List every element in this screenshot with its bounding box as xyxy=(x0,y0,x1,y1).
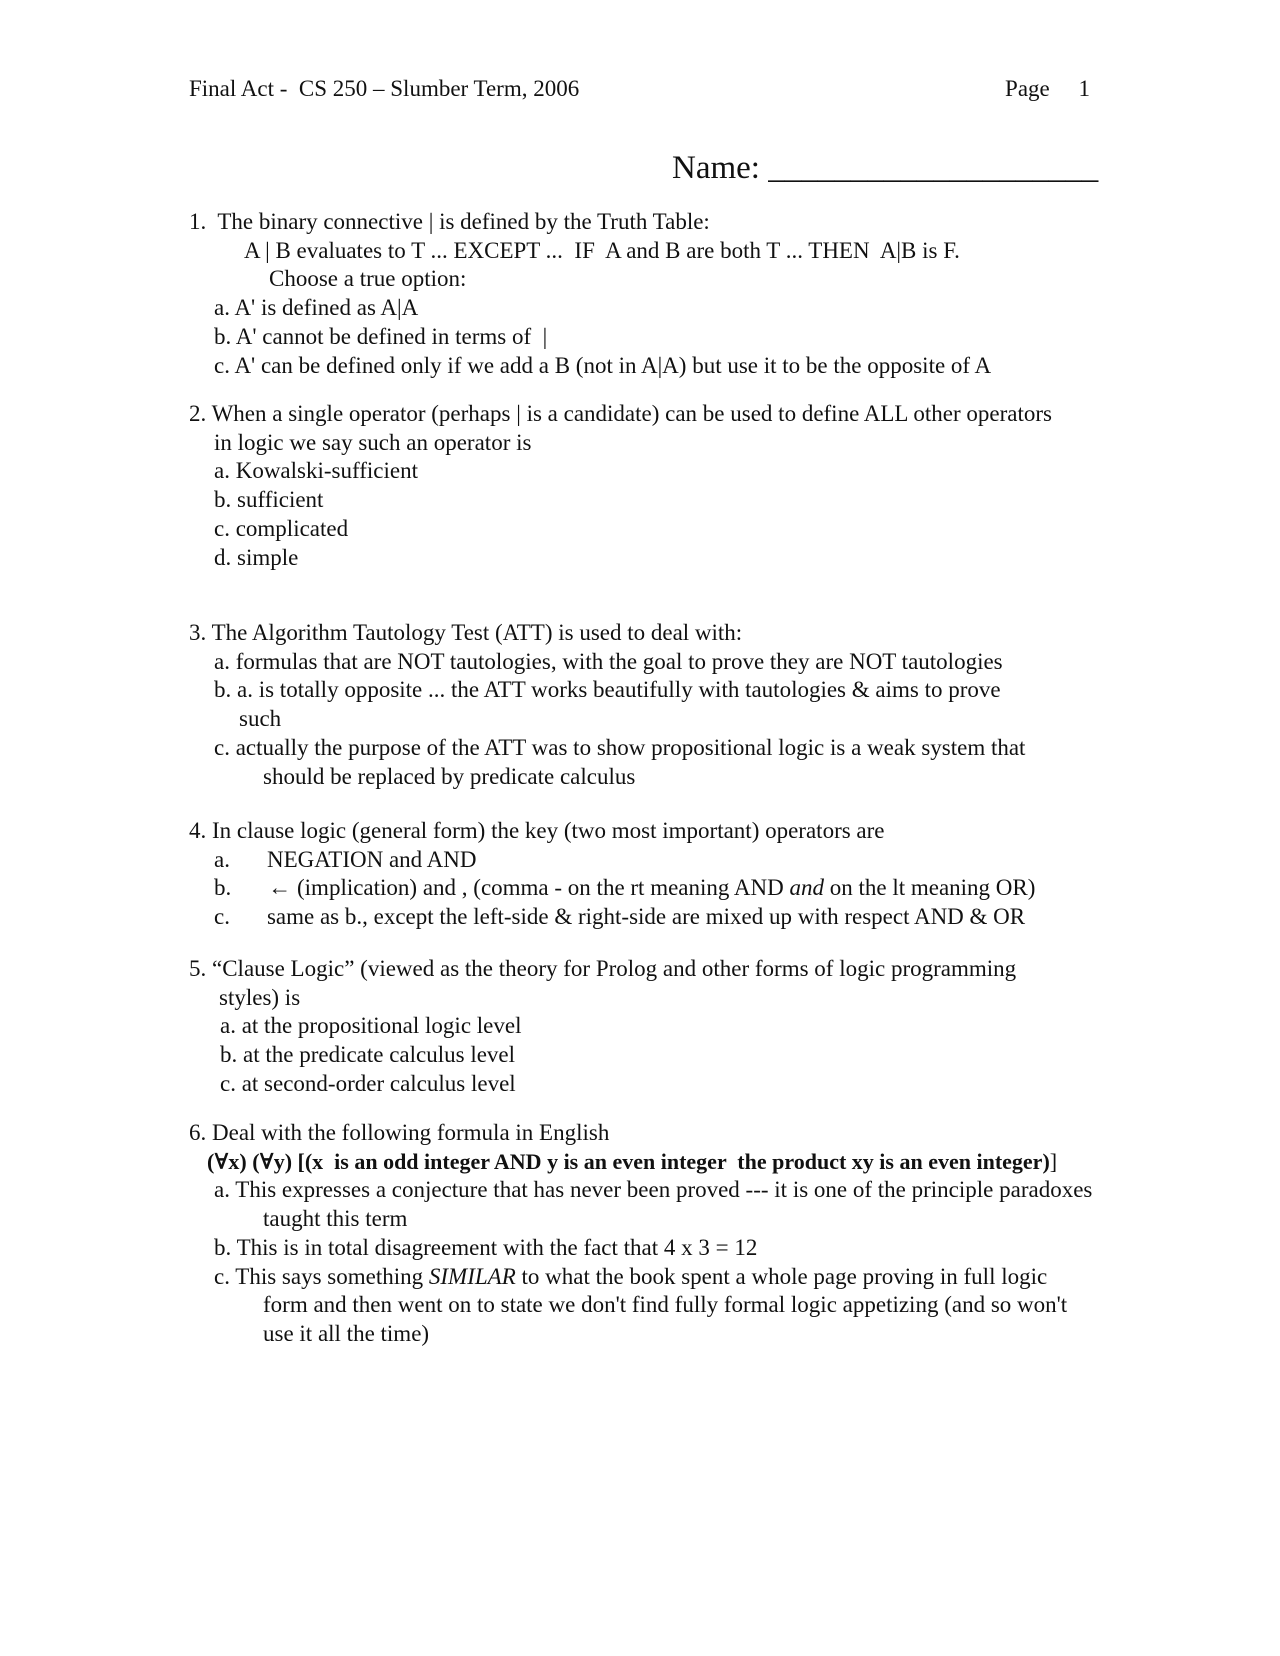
option-b-italic: and xyxy=(789,875,824,901)
question-5-option-c: c. at second-order calculus level xyxy=(220,1070,516,1096)
option-b-text: ← (implication) and , (comma - on the rt meaning AND xyxy=(268,875,790,901)
question-2-option-b: b. sufficient xyxy=(214,487,324,513)
question-1-option-a: a. A' is defined as A|A xyxy=(214,295,419,321)
question-4 xyxy=(189,817,1094,932)
question-6-option-c xyxy=(189,1263,1093,1349)
question-3-stem: 3. The Algorithm Tautology Test (ATT) is used to deal with: xyxy=(189,620,743,645)
name-field: Name: ____________________ xyxy=(672,150,1099,186)
option-c-text-end: to what the book spent a whole page proving in full logic form and then went on to state we don't find fully formal logic appetizing (and so won't use it all the time) xyxy=(263,1263,1073,1346)
question-6-stem: 6. Deal with the following formula in English xyxy=(189,1120,610,1145)
question-5-stem-continued: styles) is xyxy=(219,984,301,1010)
question-5 xyxy=(189,955,1094,1099)
option-b-label: b. xyxy=(214,875,232,901)
question-2 xyxy=(189,400,1094,572)
question-6-formula xyxy=(189,1148,1059,1177)
question-2-stem: 2. When a single operator (perhaps | is a candidate) can be used to define ALL other operators xyxy=(189,401,1052,426)
question-2-stem-continued: in logic we say such an operator is xyxy=(214,429,532,455)
option-a-label: a. xyxy=(214,846,230,872)
question-4-stem: 4. In clause logic (general form) the key (two most important) operators are xyxy=(189,818,885,843)
question-1-stem: 1. The binary connective | is defined by the Truth Table: xyxy=(189,209,710,234)
option-a-text: NEGATION and AND xyxy=(266,846,477,872)
page-label: Page xyxy=(1005,76,1050,101)
question-6-option-b: b. This is in total disagreement with the fact that 4 x 3 = 12 xyxy=(214,1234,758,1260)
question-1-option-c: c. A' can be defined only if we add a B (not in A|A) but use it to be the opposite of A xyxy=(214,352,992,378)
question-1-option-b: b. A' cannot be defined in terms of | xyxy=(214,323,548,349)
option-c-text: c. This says something xyxy=(214,1263,429,1289)
option-b-text-end: on the lt meaning OR) xyxy=(823,875,1036,901)
question-4-option-a xyxy=(189,846,1094,875)
question-3-option-c: c. actually the purpose of the ATT was to show propositional logic is a weak system that should be replaced by predicate calculus xyxy=(214,734,1032,789)
question-5-stem: 5. “Clause Logic” (viewed as the theory for Prolog and other forms of logic programming xyxy=(189,956,1017,981)
option-c-text: same as b., except the left-side & right-side are mixed up with respect AND & OR xyxy=(266,904,1026,930)
question-5-option-a: a. at the propositional logic level xyxy=(220,1013,522,1039)
question-2-option-a: a. Kowalski-sufficient xyxy=(214,458,418,484)
question-3-option-a: a. formulas that are NOT tautologies, with the goal to prove they are NOT tautologies xyxy=(214,648,1003,674)
page-number: 1 xyxy=(1078,76,1090,101)
question-5-option-b: b. at the predicate calculus level xyxy=(220,1042,516,1068)
question-4-option-c xyxy=(189,903,1094,932)
question-6 xyxy=(189,1119,1099,1349)
question-6-option-a: a. This expresses a conjecture that has never been proved --- it is one of the principle paradoxes taught this term xyxy=(214,1177,1099,1232)
exam-title: Final Act - CS 250 – Slumber Term, 2006 xyxy=(189,76,580,101)
formula-bracket: ] xyxy=(1049,1148,1058,1174)
option-c-label: c. xyxy=(214,904,230,930)
question-1 xyxy=(189,208,1094,380)
question-3-option-b: b. a. is totally opposite ... the ATT works beautifully with tautologies & aims to prove such xyxy=(214,677,1007,732)
question-2-option-d: d. simple xyxy=(214,544,299,570)
question-2-option-c: c. complicated xyxy=(214,515,349,541)
option-c-italic: SIMILAR xyxy=(428,1263,516,1289)
question-1-rule: A | B evaluates to T ... EXCEPT ... IF A and B are both T ... THEN A|B is F. xyxy=(244,237,960,263)
question-4-option-b xyxy=(189,874,1094,903)
formula-text: (∀x) (∀y) [(x is an odd integer AND y is an even integer the product xy is an even integer) xyxy=(207,1148,1050,1174)
page-indicator xyxy=(1005,76,1090,102)
question-3 xyxy=(189,619,1094,791)
question-1-instruction: Choose a true option: xyxy=(269,266,467,292)
